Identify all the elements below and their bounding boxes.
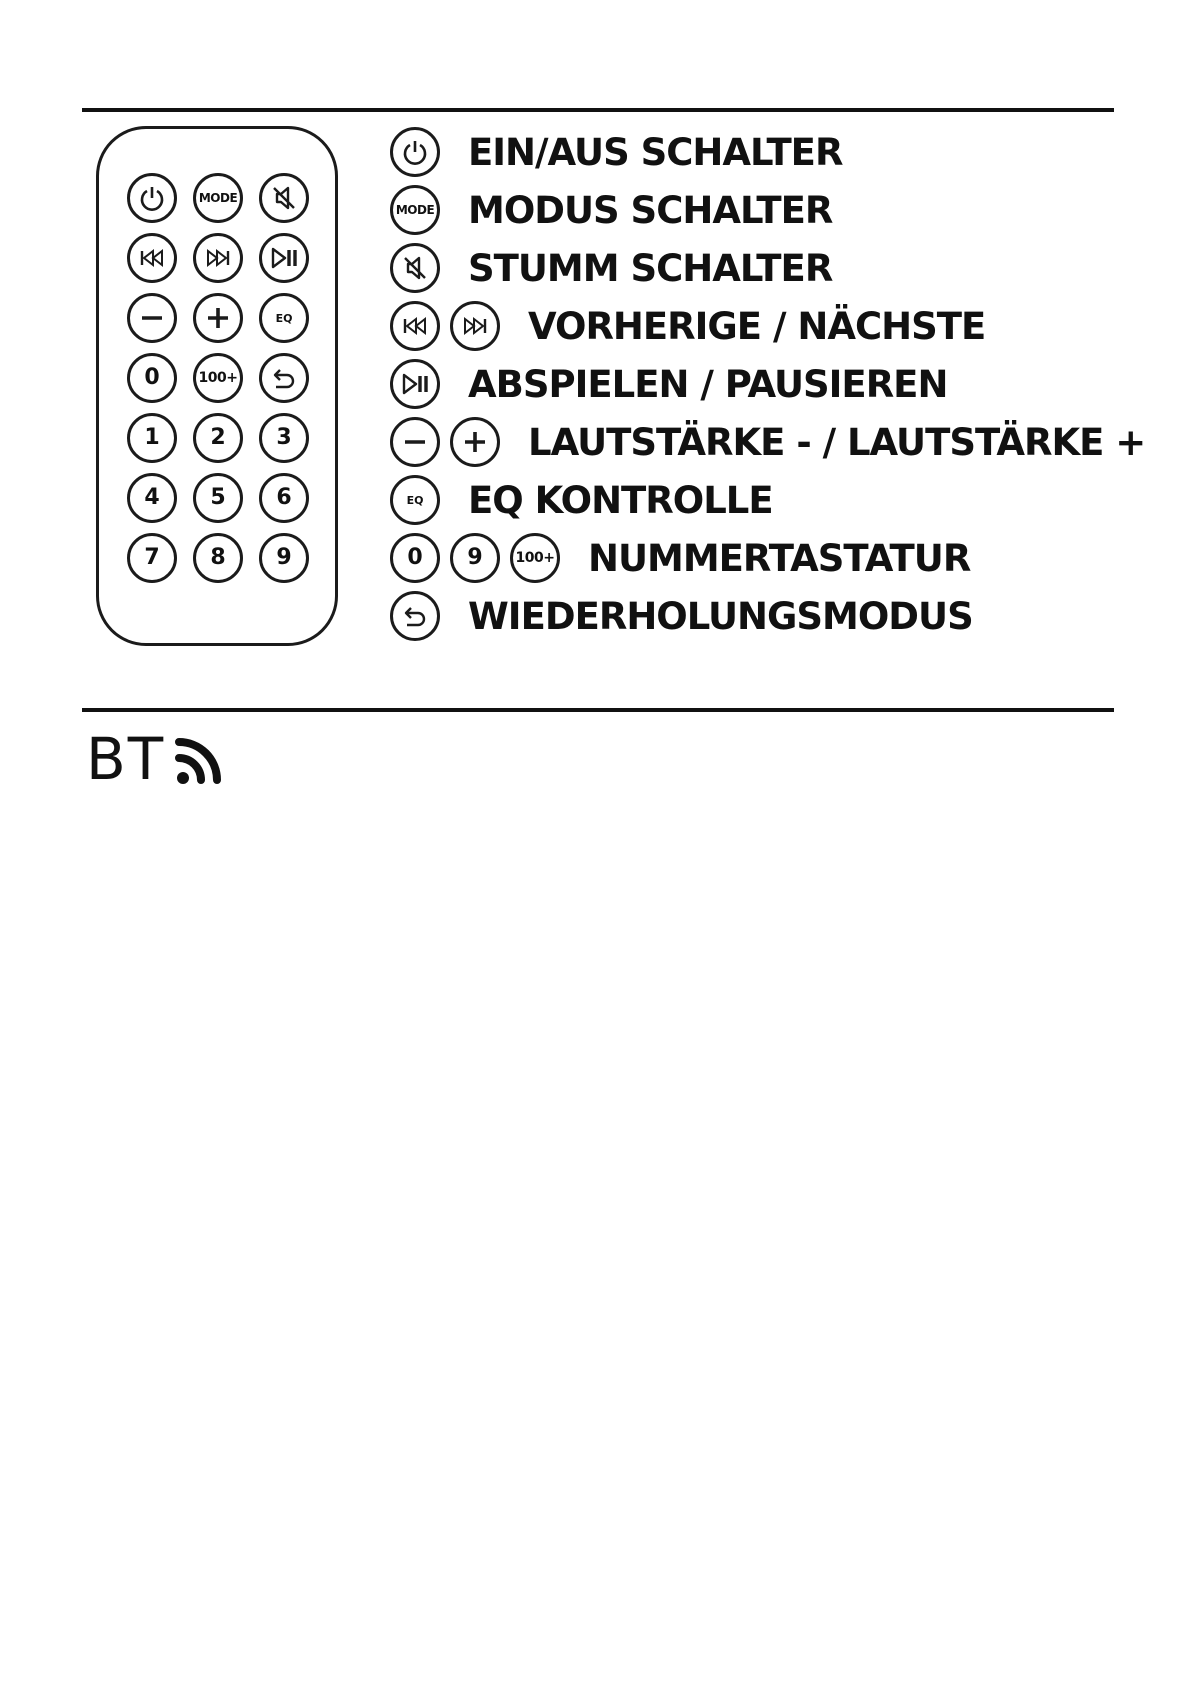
plus-icon [205, 305, 231, 331]
remote-digit-7-label: 7 [144, 545, 160, 570]
mute-icon [269, 183, 299, 213]
remote-control-illustration [96, 126, 338, 646]
top-divider [82, 108, 1114, 112]
remote-digit-3-label: 3 [276, 425, 292, 450]
legend-play-pause-label: ABSPIELEN / PAUSIEREN [468, 362, 948, 406]
remote-mode-button [193, 173, 243, 223]
legend-numpad-9: 9 [467, 545, 483, 570]
remote-mode-label: MODE [198, 191, 238, 205]
mute-icon [390, 243, 440, 293]
remote-100-plus-button [193, 353, 243, 403]
legend-repeat-label: WIEDERHOLUNGSMODUS [468, 594, 973, 638]
remote-digit-5-label: 5 [210, 485, 226, 510]
wireless-signal-icon [171, 728, 231, 788]
legend-eq [390, 474, 773, 526]
next-icon [450, 301, 500, 351]
remote-play-pause-button [259, 233, 309, 283]
legend-mode-icon-text: MODE [395, 203, 435, 217]
legend-mode [390, 184, 832, 236]
minus-icon [390, 417, 440, 467]
previous-icon [137, 247, 167, 269]
legend-eq-icon-text: EQ [406, 493, 424, 507]
remote-digit-0-button [127, 353, 177, 403]
legend-volume [390, 416, 1145, 468]
bluetooth-section [86, 725, 231, 793]
legend-play-pause [390, 358, 947, 410]
legend-eq-label: EQ KONTROLLE [468, 478, 773, 522]
hundred-plus-icon [510, 533, 560, 583]
remote-digit-1-label: 1 [144, 425, 160, 450]
middle-divider [82, 708, 1114, 712]
power-icon [390, 127, 440, 177]
legend-numpad-0: 0 [407, 545, 423, 570]
remote-eq-label: EQ [275, 311, 293, 325]
remote-digit-2-button [193, 413, 243, 463]
play-pause-icon [269, 246, 299, 270]
remote-digit-6-label: 6 [276, 485, 292, 510]
remote-digit-0-label: 0 [144, 365, 160, 390]
bluetooth-label: BT [86, 725, 166, 793]
remote-digit-8-button [193, 533, 243, 583]
remote-volume-up-button [193, 293, 243, 343]
legend-mute-label: STUMM SCHALTER [468, 246, 833, 290]
legend-mute [390, 242, 832, 294]
remote-digit-7-button [127, 533, 177, 583]
remote-repeat-button [259, 353, 309, 403]
remote-digit-2-label: 2 [210, 425, 226, 450]
remote-volume-down-button [127, 293, 177, 343]
remote-previous-button [127, 233, 177, 283]
remote-power-button [127, 173, 177, 223]
legend-mode-label: MODUS SCHALTER [468, 188, 833, 232]
remote-next-button [193, 233, 243, 283]
legend-repeat [390, 590, 973, 642]
legend-numpad-100: 100+ [515, 550, 555, 566]
legend-volume-label: LAUTSTÄRKE - / LAUTSTÄRKE + [528, 420, 1146, 464]
remote-mute-button [259, 173, 309, 223]
remote-digit-9-button [259, 533, 309, 583]
next-icon [203, 247, 233, 269]
legend-numpad-label: NUMMERTASTATUR [588, 536, 971, 580]
minus-icon [139, 305, 165, 331]
previous-icon [390, 301, 440, 351]
remote-eq-button [259, 293, 309, 343]
remote-digit-5-button [193, 473, 243, 523]
digit-0-icon [390, 533, 440, 583]
play-pause-icon [390, 359, 440, 409]
digit-9-icon [450, 533, 500, 583]
remote-digit-8-label: 8 [210, 545, 226, 570]
remote-digit-9-label: 9 [276, 545, 292, 570]
remote-100-plus-label: 100+ [198, 370, 238, 386]
legend-power-label: EIN/AUS SCHALTER [468, 130, 843, 174]
legend-previous-next-label: VORHERIGE / NÄCHSTE [528, 304, 986, 348]
remote-digit-6-button [259, 473, 309, 523]
legend-numpad [390, 532, 970, 584]
legend-power [390, 126, 842, 178]
mode-icon [390, 185, 440, 235]
repeat-icon [390, 591, 440, 641]
remote-digit-4-label: 4 [144, 485, 160, 510]
remote-digit-3-button [259, 413, 309, 463]
power-icon [138, 184, 166, 212]
repeat-icon [270, 364, 298, 392]
remote-digit-4-button [127, 473, 177, 523]
eq-icon [390, 475, 440, 525]
remote-digit-1-button [127, 413, 177, 463]
legend-previous-next [390, 300, 985, 352]
plus-icon [450, 417, 500, 467]
